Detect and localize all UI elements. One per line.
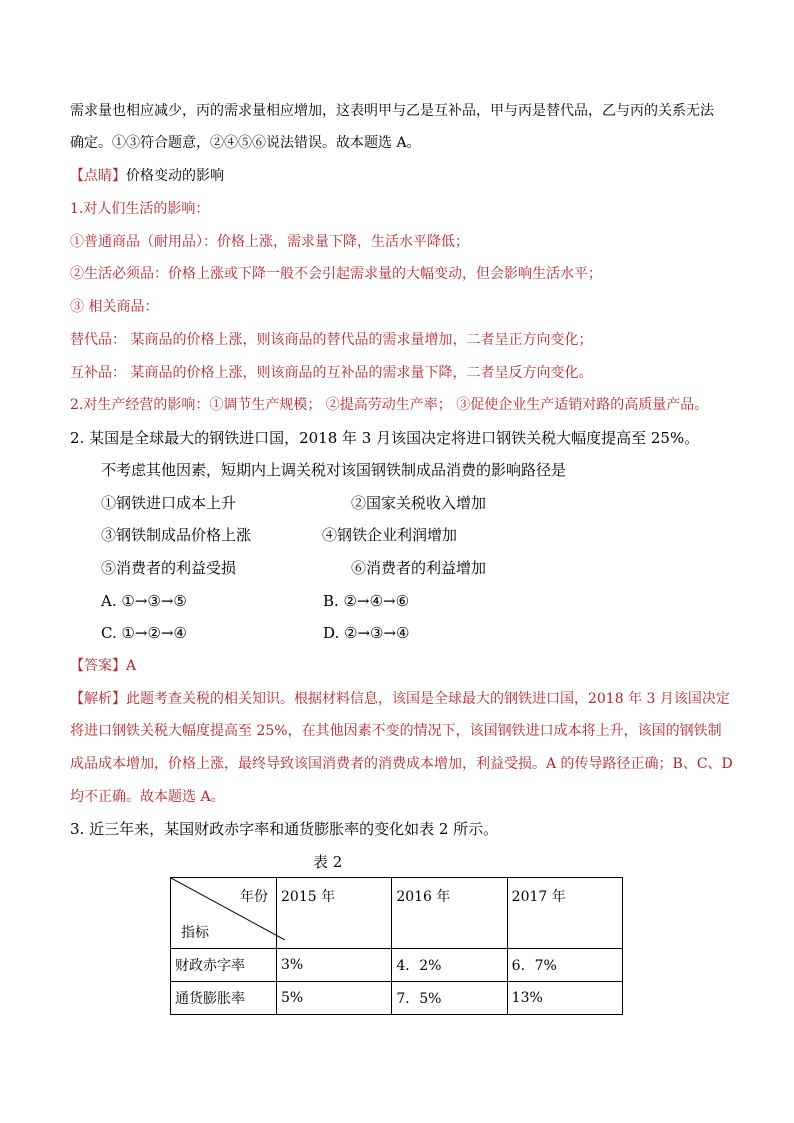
jiexi-tag: 【解析】 — [70, 691, 126, 707]
table-caption: 表 2 — [313, 853, 343, 871]
analysis-line-2: 确定。①③符合题意，②④⑤⑥说法错误。故本题选 A。 — [70, 135, 421, 151]
q2-jiexi-4: 均不正确。故本题选 A。 — [70, 789, 225, 805]
q2-option-a: A. ①→③→⑤ — [101, 592, 187, 610]
table-row — [171, 949, 623, 982]
header-year-2015: 2015 年 — [277, 878, 392, 949]
header-year-label: 年份 — [240, 889, 268, 905]
header-indicator-label: 指标 — [181, 925, 209, 941]
table-cell: 5% — [277, 982, 392, 1015]
dianjing-point-1d: 替代品： 某商品的价格上涨，则该商品的替代品的需求量增加，二者呈正方向变化； — [70, 332, 593, 348]
header-year-2016: 2016 年 — [392, 878, 507, 949]
q2-item-2: ②国家关税收入增加 — [351, 494, 487, 512]
q2-item-3: ③钢铁制成品价格上涨 — [101, 526, 252, 544]
q2-item-4: ④钢铁企业利润增加 — [322, 526, 458, 544]
dianjing-point-1e: 互补品： 某商品的价格上涨，则该商品的互补品的需求量下降，二者呈反方向变化。 — [70, 365, 593, 381]
indicator-table — [170, 877, 623, 1015]
q2-item-6: ⑥消费者的利益增加 — [351, 559, 487, 577]
table-cell: 3% — [277, 949, 392, 982]
q2-option-b: B. ②→④→⑥ — [323, 592, 410, 610]
dianjing-tag: 【点睛】 — [70, 168, 126, 184]
q3-stem: 3. 近三年来，某国财政赤字率和通货膨胀率的变化如表 2 所示。 — [70, 820, 499, 838]
q2-stem-2: 不考虑其他因素，短期内上调关税对该国钢铁制成品消费的影响路径是 — [101, 461, 567, 479]
q2-stem-1: 2. 某国是全球最大的钢铁进口国，2018 年 3 月该国决定将进口钢铁关税大幅度提高至 25%。 — [70, 429, 700, 447]
dianjing-point-2: 2.对生产经营的影响：①调节生产规模； ②提高劳动生产率； ③促使企业生产适销对路的高质量产品。 — [70, 397, 709, 413]
q2-jiexi-3: 成品成本增加，价格上涨，最终导致该国消费者的消费成本增加，利益受损。A 的传导路径正确；B、C、D — [70, 756, 733, 772]
q2-option-d: D. ②→③→④ — [323, 624, 410, 642]
analysis-line-1: 需求量也相应减少，丙的需求量相应增加，这表明甲与乙是互补品，甲与丙是替代品，乙与丙的关系无法 — [70, 103, 714, 119]
table-cell: 13% — [507, 982, 622, 1015]
row-label: 通货膨胀率 — [171, 982, 277, 1015]
dianjing-heading — [70, 166, 224, 186]
table-cell: 4．2% — [392, 949, 507, 982]
q2-option-c: C. ①→②→④ — [101, 624, 187, 642]
table-cell: 7．5% — [392, 982, 507, 1015]
table-row — [171, 982, 623, 1015]
dianjing-point-1c: ③ 相关商品： — [70, 299, 159, 315]
table-header-row — [171, 878, 623, 949]
q2-jiexi-1 — [70, 689, 730, 709]
dianjing-point-1: 1.对人们生活的影响： — [70, 201, 210, 217]
answer-tag: 【答案】 — [70, 658, 126, 674]
dianjing-point-1b: ②生活必须品：价格上涨或下降一般不会引起需求量的大幅变动，但会影响生活水平； — [70, 266, 602, 282]
answer-value: A — [126, 658, 137, 674]
q2-answer — [70, 656, 136, 676]
q2-item-5: ⑤消费者的利益受损 — [101, 559, 237, 577]
table-cell: 6．7% — [507, 949, 622, 982]
dianjing-point-1a: ①普通商品（耐用品）：价格上涨，需求量下降，生活水平降低； — [70, 234, 469, 250]
header-year-2017: 2017 年 — [507, 878, 622, 949]
jiexi-text-1: 此题考查关税的相关知识。根据材料信息，该国是全球最大的钢铁进口国，2018 年 3 月该国决定 — [126, 691, 730, 707]
q2-item-1: ①钢铁进口成本上升 — [101, 494, 237, 512]
dianjing-title: 价格变动的影响 — [126, 168, 224, 184]
diagonal-header-cell — [171, 878, 277, 949]
row-label: 财政赤字率 — [171, 949, 277, 982]
q2-jiexi-2: 将进口钢铁关税大幅度提高至 25%，在其他因素不变的情况下，该国钢铁进口成本将上升，该国的钢铁制 — [70, 723, 722, 739]
